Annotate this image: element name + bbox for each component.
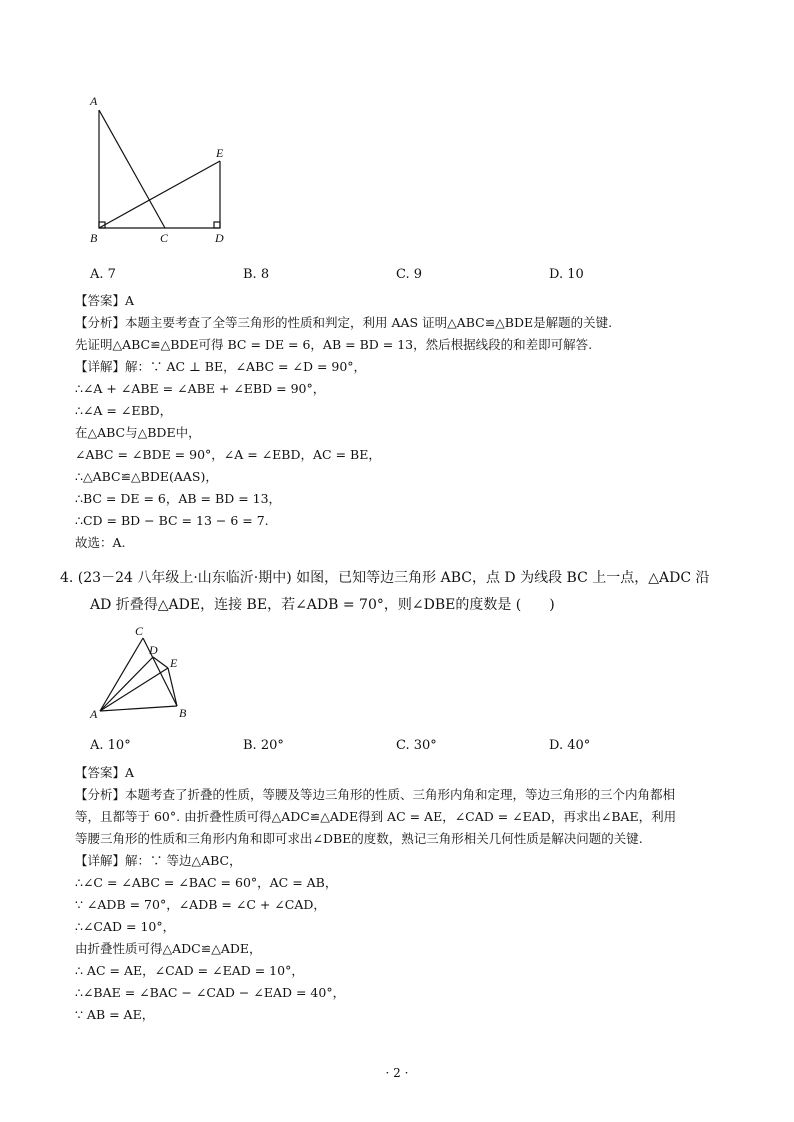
- label-C: C: [160, 231, 169, 245]
- q3-detail: 【详解】解：∵ AC ⊥ BE，∠ABC = ∠D = 90°，: [75, 359, 367, 374]
- q4-step: ∵ ∠ADB = 70°，∠ADB = ∠C + ∠CAD，: [75, 897, 326, 912]
- q4-analysis: 【分析】本题考查了折叠的性质，等腰及等边三角形的性质、三角形内角和定理，等边三角形的三个内角都相: [75, 787, 676, 802]
- q3-step: ∴∠A + ∠ABE = ∠ABE + ∠EBD = 90°，: [75, 381, 326, 396]
- q4-detail: 【详解】解：∵ 等边△ABC，: [75, 853, 242, 868]
- q4-analysis-3: 等腰三角形的性质和三角形内角和即可求出∠DBE的度数，熟记三角形相关几何性质是解决问题的关键.: [75, 831, 643, 846]
- option-b: B. 8: [243, 267, 270, 282]
- figure-folded-triangle: [85, 622, 195, 722]
- q4-step: ∴∠C = ∠ABC = ∠BAC = 60°，AC = AB，: [75, 875, 338, 890]
- q3-answer: 【答案】A: [75, 293, 135, 308]
- label-E: E: [170, 656, 178, 670]
- label-B: B: [90, 231, 98, 245]
- label-D: D: [149, 643, 158, 657]
- option-c: C. 9: [396, 267, 423, 282]
- q3-analysis: 【分析】本题主要考查了全等三角形的性质和判定，利用 AAS 证明△ABC≌△BDE是解题的关键.: [75, 315, 613, 330]
- option-b: B. 20°: [243, 738, 284, 753]
- page-number: · 2 ·: [385, 1066, 409, 1080]
- label-C: C: [135, 624, 144, 638]
- q4-step: ∴∠CAD = 10°，: [75, 919, 176, 934]
- label-B: B: [179, 706, 187, 720]
- q4-step: ∵ AB = AE，: [75, 1007, 155, 1022]
- option-d: D. 10: [549, 267, 584, 282]
- q4-stem-line2: AD 折叠得△ADE，连接 BE，若∠ADB = 70°，则∠DBE的度数是 ( ): [90, 597, 555, 613]
- q4-stem-line1: 4. (23－24 八年级上·山东临沂·期中) 如图，已知等边三角形 ABC，点 D 为线段 BC 上一点，△ADC 沿: [60, 570, 710, 586]
- q4-step: 由折叠性质可得△ADC≌△ADE，: [75, 941, 262, 956]
- label-D: D: [215, 231, 224, 245]
- label-A: A: [90, 94, 98, 108]
- q4-answer: 【答案】A: [75, 765, 135, 780]
- q4-analysis-2: 等，且都等于 60°. 由折叠性质可得△ADC≌△ADE得到 AC = AE，∠CAD = ∠EAD，再求出∠BAE，利用: [75, 809, 677, 824]
- option-c: C. 30°: [396, 738, 437, 753]
- q4-step: ∴∠BAE = ∠BAC − ∠CAD − ∠EAD = 40°，: [75, 985, 346, 1000]
- option-d: D. 40°: [549, 738, 591, 753]
- q3-step: ∴CD = BD − BC = 13 − 6 = 7.: [75, 513, 269, 528]
- option-a: A. 7: [90, 267, 116, 282]
- q3-conclusion: 故选：A.: [75, 535, 126, 550]
- q3-step: ∴△ABC≌△BDE(AAS)，: [75, 469, 218, 484]
- option-a: A. 10°: [90, 738, 131, 753]
- q3-step: ∴BC = DE = 6，AB = BD = 13，: [75, 491, 282, 506]
- q4-step: ∴ AC = AE，∠CAD = ∠EAD = 10°，: [75, 963, 304, 978]
- q3-step: ∴∠A = ∠EBD，: [75, 403, 173, 418]
- label-E: E: [216, 146, 224, 160]
- q3-step: ∠ABC = ∠BDE = 90°，∠A = ∠EBD，AC = BE，: [75, 447, 381, 462]
- label-A: A: [90, 707, 98, 721]
- q3-analysis-2: 先证明△ABC≌△BDE可得 BC = DE = 6，AB = BD = 13，然后根据线段的和差即可解答.: [75, 337, 593, 352]
- q3-step: 在△ABC与△BDE中，: [75, 425, 201, 440]
- figure-right-triangles: [80, 85, 240, 250]
